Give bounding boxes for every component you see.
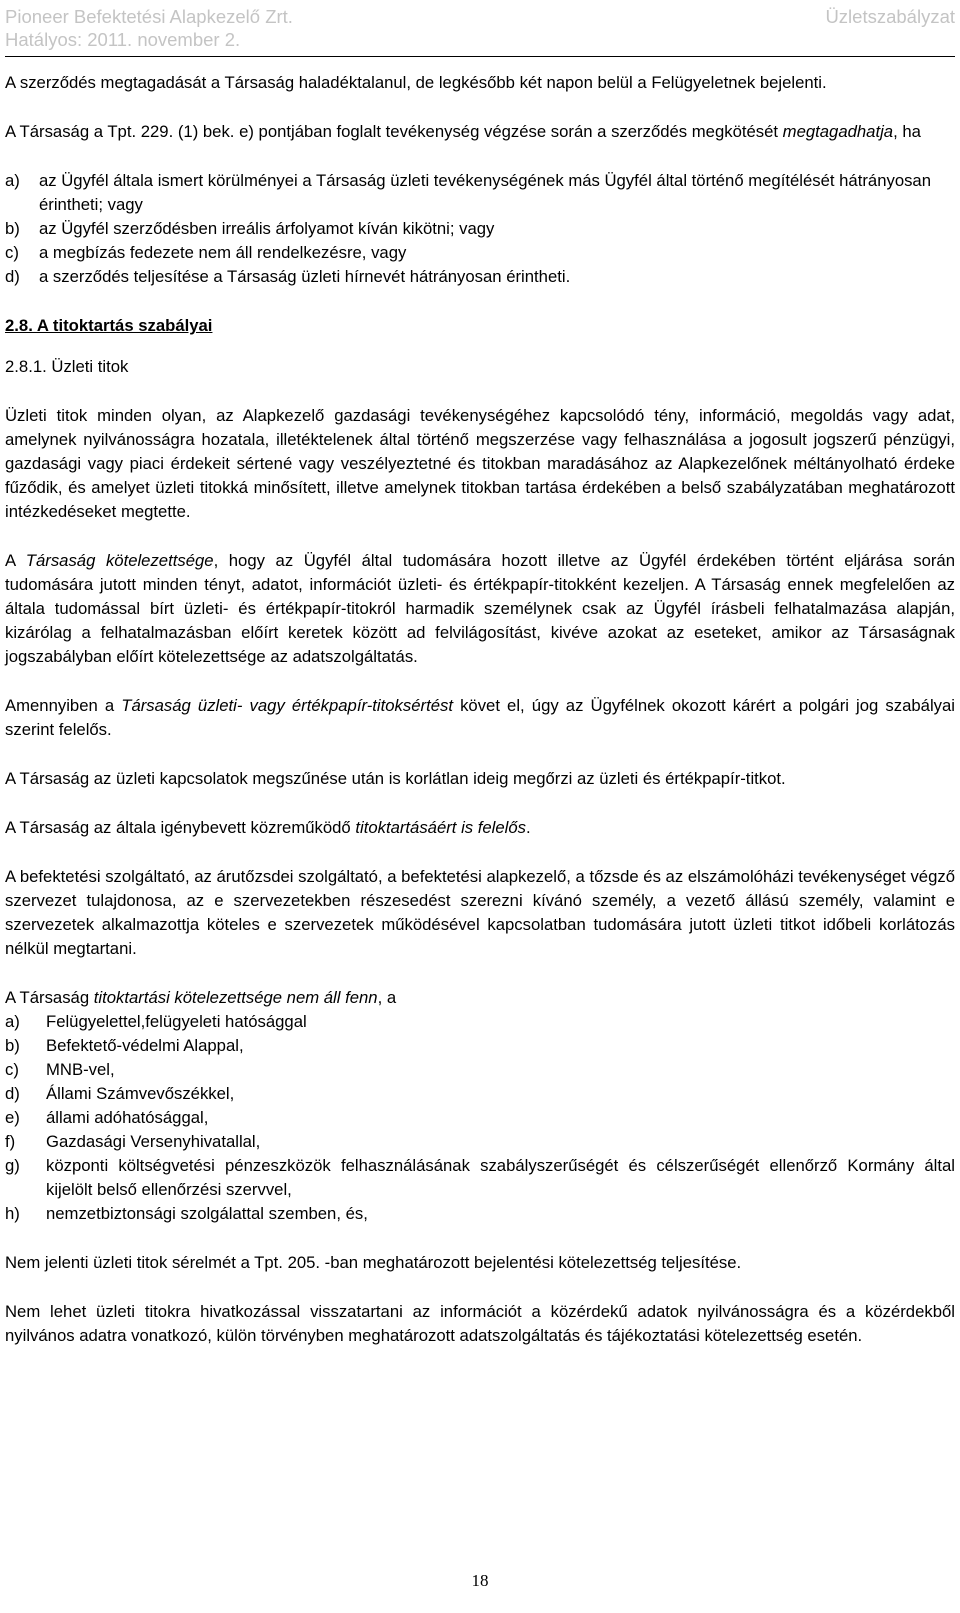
list-marker: f) bbox=[5, 1132, 16, 1151]
text-run: , ha bbox=[893, 122, 921, 141]
list-item-text: Gazdasági Versenyhivatallal, bbox=[46, 1132, 261, 1151]
page-header bbox=[5, 0, 955, 57]
list-item bbox=[5, 265, 955, 289]
text-run: A Társaság bbox=[5, 988, 94, 1007]
refusal-conditions-list bbox=[5, 169, 955, 289]
list-marker: a) bbox=[5, 171, 20, 190]
list-marker: c) bbox=[5, 1060, 19, 1079]
list-item bbox=[5, 241, 955, 265]
italic-run: Társaság üzleti- vagy értékpapír-titoksértést bbox=[121, 696, 453, 715]
text-run: Amennyiben a bbox=[5, 696, 122, 715]
list-item bbox=[5, 217, 955, 241]
list-item-text: a megbízás fedezete nem áll rendelkezésre, vagy bbox=[39, 243, 407, 262]
list-item bbox=[5, 169, 955, 217]
header-effective-date: Hatályos: 2011. november 2. bbox=[5, 29, 241, 50]
text-run: A bbox=[5, 551, 26, 570]
list-item bbox=[5, 1082, 955, 1106]
list-item-text: MNB-vel, bbox=[46, 1060, 115, 1079]
list-marker: b) bbox=[5, 219, 20, 238]
list-item bbox=[5, 1154, 955, 1202]
list-item bbox=[5, 1202, 955, 1226]
list-item bbox=[5, 1034, 955, 1058]
italic-run: megtagadhatja bbox=[782, 122, 894, 141]
page-number: 18 bbox=[471, 1571, 489, 1590]
list-marker: e) bbox=[5, 1108, 20, 1127]
italic-run: titoktartásáért is felelős bbox=[355, 818, 526, 837]
spacer bbox=[5, 144, 955, 169]
paragraph-company-obligation bbox=[5, 549, 955, 669]
list-item-text: Felügyelettel,felügyeleti hatósággal bbox=[46, 1012, 307, 1031]
list-item bbox=[5, 1058, 955, 1082]
list-marker: b) bbox=[5, 1036, 20, 1055]
list-item bbox=[5, 1106, 955, 1130]
list-item-text: az Ügyfél általa ismert körülményei a Társaság üzleti tevékenységének más Ügyfél által történő megítélését hátrányosan érintheti; vagy bbox=[39, 171, 931, 214]
text-run: A Társaság az általa igénybevett közreműködő bbox=[5, 818, 356, 837]
list-marker: g) bbox=[5, 1156, 20, 1175]
header-document-title: Üzletszabályzat bbox=[825, 6, 955, 27]
list-item-text: a szerződés teljesítése a Társaság üzleti hírnevét hátrányosan érintheti. bbox=[39, 267, 571, 286]
list-item bbox=[5, 1130, 955, 1154]
list-item-text: Befektető-védelmi Alappal, bbox=[46, 1036, 244, 1055]
list-marker: c) bbox=[5, 243, 19, 262]
italic-run: titoktartási kötelezettsége nem áll fenn bbox=[93, 988, 378, 1007]
paragraph-liability bbox=[5, 694, 955, 742]
paragraph-refusal-conditions bbox=[5, 120, 955, 144]
exceptions-list bbox=[5, 1010, 955, 1226]
paragraph-intermediary bbox=[5, 816, 955, 840]
list-marker: a) bbox=[5, 1012, 20, 1031]
paragraph-trade-secret-definition: Üzleti titok minden olyan, az Alapkezelő gazdasági tevékenységéhez kapcsolódó tény, információ, megoldás vagy adat, amelynek nyilvánosságra hozatala, illetéktelenek által történő megszerzése vagy felhasználása a jogosult jogszerű pénzügyi, gazdasági vagy piaci érdekeit sértené vagy veszélyeztetné és titokban maradásához az Alapkezelőnek méltányolható érdeke fűződik, és amelyet üzleti titokká minősített, illetve amelynek titokban tartása érdekében a belső szabályzatában meghatározott intézkedéseket megtette. bbox=[5, 406, 955, 521]
header-company: Pioneer Befektetési Alapkezelő Zrt. bbox=[5, 6, 293, 27]
text-run: , hogy az Ügyfél által tudomására hozott illetve az Ügyfél érdekében történt eljárása során tudomására jutott minden tényt, adatot, információt üzleti- és értékpapír-titokként kezeljen. A Társaság ennek megfelelően az általa tudomással bírt üzleti- és értékpapír-titokról harmadik személynek csak az Ügyfél írásbeli felhatalmazása alapján, kizárólag a felhatalmazásban előírt keretek között ad felvilágosítást, kivéve azokat az eseteket, amikor az Társaságnak jogszabályban előírt kötelezettsége az adatszolgáltatás. bbox=[5, 551, 955, 666]
paragraph-confidentiality-parties: A befektetési szolgáltató, az árutőzsdei szolgáltató, a befektetési alapkezelő, a tőzsde és az elszámolóházi tevékenységet végző szervezet tulajdonosa, az e szervezetekben részesedést szerezni kívánó személy, a vezető állású személy, valamint e szervezetek alkalmazottja köteles e szervezetek működésével kapcsolatban tudomására jutott üzleti titkot időbeli korlátozás nélkül megtartani. bbox=[5, 867, 955, 958]
text-run: követ el, úgy az Ügyfélnek okozott kárért a polgári jog szabályai szerint felelős. bbox=[5, 696, 955, 739]
paragraph-retention: A Társaság az üzleti kapcsolatok megszűnése után is korlátlan ideig megőrzi az üzleti és értékpapír-titkot. bbox=[5, 769, 786, 788]
text-run: , a bbox=[377, 988, 397, 1007]
paragraph-refusal-notice: A szerződés megtagadását a Társaság haladéktalanul, de legkésőbb két napon belül a Felügyeletnek bejelenti. bbox=[5, 73, 827, 92]
paragraph-public-data: Nem lehet üzleti titokra hivatkozással visszatartani az információt a közérdekű adatok nyilvánosságra és a közérdekből nyilvános adatra vonatkozó, külön törvényben meghatározott adatszolgáltatás és tájékoztatási kötelezettség esetén. bbox=[5, 1302, 955, 1345]
text-run: . bbox=[526, 818, 531, 837]
list-marker: d) bbox=[5, 1084, 20, 1103]
section-title: 2.8. A titoktartás szabályai bbox=[5, 316, 213, 335]
paragraph-notification-exception: Nem jelenti üzleti titok sérelmét a Tpt. 205. -ban meghatározott bejelentési kötelezettség teljesítése. bbox=[5, 1253, 742, 1272]
list-item-text: állami adóhatósággal, bbox=[46, 1108, 209, 1127]
paragraph-exceptions-intro bbox=[5, 986, 955, 1010]
page-body bbox=[5, 71, 955, 1373]
list-marker: h) bbox=[5, 1204, 20, 1223]
list-item-text: nemzetbiztonsági szolgálattal szemben, és, bbox=[46, 1204, 368, 1223]
list-item-text: Állami Számvevőszékkel, bbox=[46, 1084, 235, 1103]
list-marker: d) bbox=[5, 267, 20, 286]
italic-run: Társaság kötelezettsége bbox=[25, 551, 214, 570]
list-item-text: központi költségvetési pénzeszközök felhasználásának szabályszerűségét és célszerűségét ellenőrző Kormány által kijelölt belső ellenőrzési szervvel, bbox=[46, 1156, 955, 1199]
text-run: A Társaság a Tpt. 229. (1) bek. e) pontjában foglalt tevékenység végzése során a szerződés megkötését bbox=[5, 122, 783, 141]
subsection-title: 2.8.1. Üzleti titok bbox=[5, 357, 129, 376]
list-item bbox=[5, 1010, 955, 1034]
list-item-text: az Ügyfél szerződésben irreális árfolyamot kíván kikötni; vagy bbox=[39, 219, 495, 238]
